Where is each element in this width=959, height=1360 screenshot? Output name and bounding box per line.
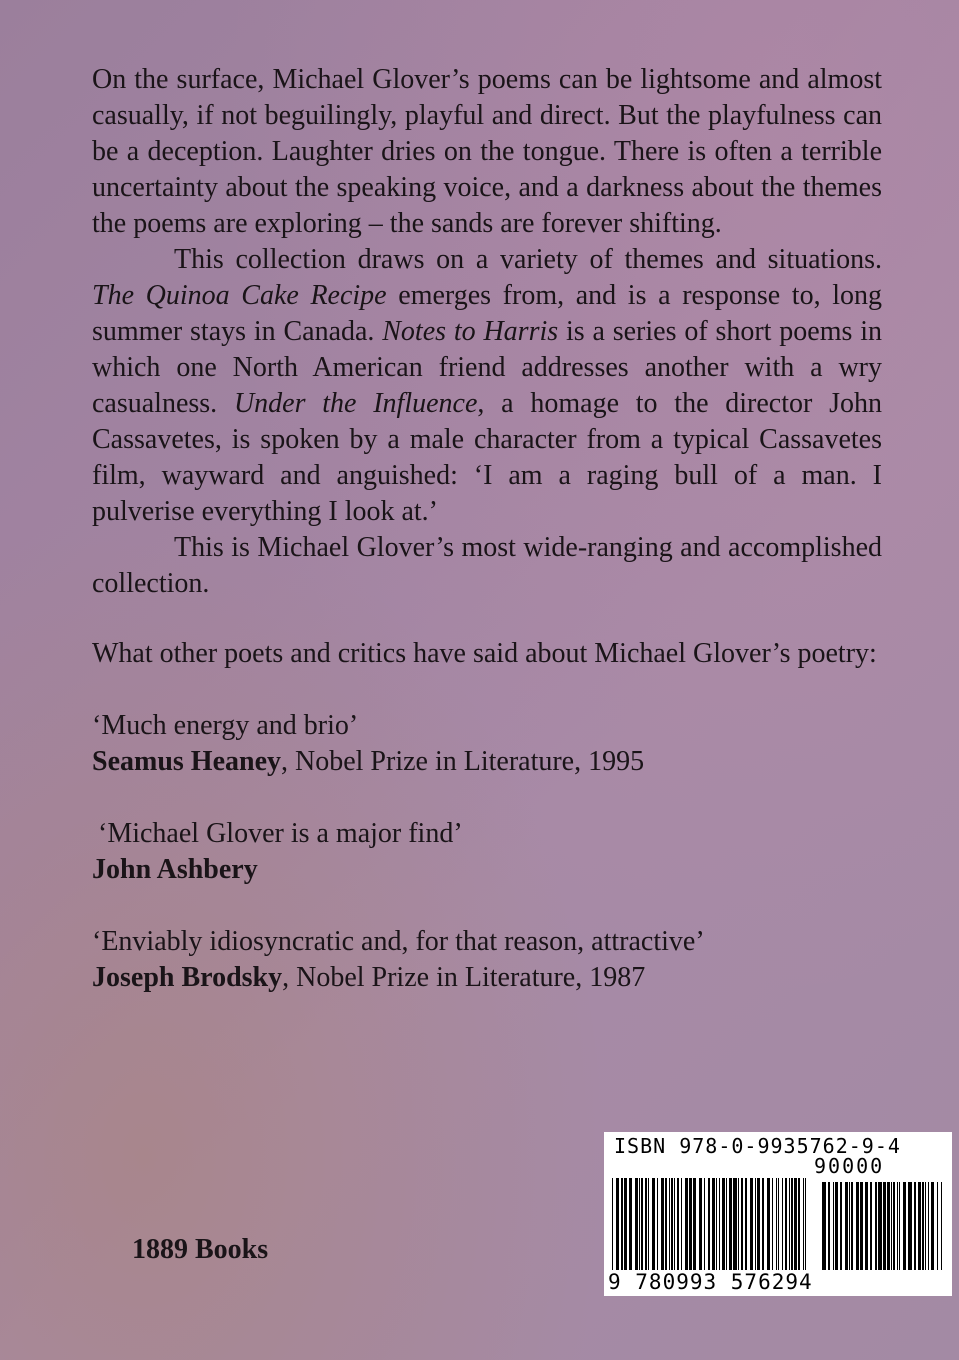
barcode-bar bbox=[657, 1178, 658, 1270]
barcode-bar bbox=[899, 1182, 900, 1270]
barcode-bar bbox=[922, 1182, 924, 1270]
barcode-bar bbox=[891, 1182, 892, 1270]
barcode-bars bbox=[612, 1158, 946, 1276]
barcode-bar bbox=[745, 1178, 747, 1270]
barcode-bar bbox=[856, 1182, 859, 1270]
quote-attribution bbox=[92, 744, 882, 780]
back-cover-text bbox=[92, 62, 882, 996]
barcode-bar bbox=[716, 1178, 717, 1270]
barcode-bar bbox=[798, 1178, 800, 1270]
quote-credit: , Nobel Prize in Literature, 1987 bbox=[282, 962, 646, 993]
barcode-bar bbox=[785, 1178, 787, 1270]
barcode-bar bbox=[624, 1178, 627, 1270]
barcode-bar bbox=[681, 1178, 682, 1270]
barcode-bar bbox=[887, 1182, 890, 1270]
quote-heaney bbox=[92, 708, 882, 780]
barcode-bar bbox=[738, 1178, 739, 1270]
barcode-bar bbox=[616, 1178, 619, 1270]
barcode-bar bbox=[794, 1178, 797, 1270]
barcode-bar bbox=[693, 1178, 696, 1270]
barcode-bar bbox=[685, 1178, 688, 1270]
barcode-bar bbox=[840, 1182, 842, 1270]
barcode-bar bbox=[851, 1182, 853, 1270]
barcode-bar bbox=[641, 1178, 643, 1270]
book-title-notes: Notes to Harris bbox=[382, 316, 559, 347]
barcode-bar bbox=[712, 1178, 715, 1270]
barcode-bar bbox=[860, 1182, 863, 1270]
quote-author: Joseph Brodsky bbox=[92, 962, 283, 993]
price-addon-digits: 90000 bbox=[814, 1154, 885, 1178]
barcode-bar bbox=[750, 1178, 753, 1270]
barcode-bar bbox=[722, 1178, 725, 1270]
barcode-bar bbox=[878, 1182, 882, 1270]
barcode-bar bbox=[928, 1182, 929, 1270]
barcode-bar bbox=[621, 1178, 623, 1270]
barcode-bar bbox=[875, 1182, 877, 1270]
quote-ashbery bbox=[92, 816, 882, 888]
blurb-text: emerges from, and is a response to, long summer stays in Canada. bbox=[92, 280, 882, 347]
blurb-text: is a series of short poems in which one North American friend addresses another with a wry casualness. bbox=[92, 316, 882, 419]
barcode-bar bbox=[925, 1182, 926, 1270]
book-title-influence: Under the Influence bbox=[233, 388, 478, 419]
barcode-bar bbox=[755, 1178, 756, 1270]
blurb-paragraph-1: On the surface, Michael Glover’s poems can be lightsome and almost casually, if not beguilingly, playful and direct. But the playfulness can be a deception. Laughter dries on the tongue. There is often a terrible uncertainty about the speaking voice, and a darkness about the themes the poems are exploring – the sands are forever shifting. bbox=[92, 64, 882, 239]
barcode-bar bbox=[665, 1178, 667, 1270]
barcode-bar bbox=[767, 1178, 770, 1270]
blurb-paragraph-3: This is Michael Glover’s most wide-ranging and accomplished collection. bbox=[92, 532, 882, 599]
barcode-bar bbox=[669, 1178, 670, 1270]
barcode-bar bbox=[741, 1178, 743, 1270]
barcode-bar bbox=[699, 1178, 702, 1270]
barcode-bar bbox=[849, 1182, 850, 1270]
quote-credit: , Nobel Prize in Literature, 1995 bbox=[281, 746, 645, 777]
barcode-bar bbox=[931, 1182, 934, 1270]
barcode-bar bbox=[671, 1178, 673, 1270]
barcode-bar bbox=[652, 1178, 655, 1270]
barcode-bar bbox=[704, 1178, 705, 1270]
blurb-paragraph-2 bbox=[92, 242, 882, 530]
barcode-bar bbox=[908, 1182, 912, 1270]
quote-text: ‘Much energy and brio’ bbox=[92, 710, 359, 741]
barcode-bar bbox=[757, 1178, 760, 1270]
barcode-bar bbox=[805, 1178, 806, 1270]
barcode-bar bbox=[729, 1178, 732, 1270]
barcode-bar bbox=[726, 1178, 727, 1270]
barcode-bar bbox=[629, 1178, 632, 1270]
barcode-bar bbox=[639, 1178, 640, 1270]
barcode-bar bbox=[835, 1182, 838, 1270]
barcode-bar bbox=[941, 1182, 942, 1270]
quote-attribution bbox=[92, 960, 882, 996]
barcode-bar bbox=[903, 1182, 906, 1270]
quote-author: Seamus Heaney bbox=[92, 746, 281, 777]
isbn-label: ISBN 978-0-9935762-9-4 bbox=[614, 1134, 901, 1158]
barcode-bar bbox=[772, 1178, 773, 1270]
barcode-bar bbox=[883, 1182, 886, 1270]
barcode-bar bbox=[822, 1182, 826, 1270]
barcode-bar bbox=[782, 1178, 783, 1270]
book-title-quinoa: The Quinoa Cake Recipe bbox=[92, 280, 387, 311]
blurb-text: , a homage to the director John Cassavetes, is spoken by a male character from a typical Cassavetes film, wayward and anguished: ‘I am a raging bull of a man. I pulverise everything I look at.’ bbox=[92, 388, 882, 527]
barcode-bar bbox=[762, 1178, 764, 1270]
barcode-bar bbox=[689, 1178, 692, 1270]
quote-brodsky bbox=[92, 924, 882, 996]
quote-text: ‘Enviably idiosyncratic and, for that reason, attractive’ bbox=[92, 926, 705, 957]
quote-text: ‘Michael Glover is a major find’ bbox=[98, 818, 463, 849]
barcode-bar bbox=[708, 1178, 710, 1270]
barcode-bar bbox=[865, 1182, 868, 1270]
barcode-bar bbox=[778, 1178, 779, 1270]
barcode-bar bbox=[719, 1178, 720, 1270]
barcode-bar bbox=[612, 1178, 613, 1270]
barcode-bar bbox=[828, 1182, 830, 1270]
barcode-bar bbox=[893, 1182, 895, 1270]
barcode-bar bbox=[897, 1182, 898, 1270]
barcode-bar bbox=[833, 1182, 834, 1270]
barcode-bar bbox=[776, 1178, 777, 1270]
barcode-bar bbox=[677, 1178, 679, 1270]
barcode-bar bbox=[918, 1182, 921, 1270]
barcode-digits: 9 780993 576294 bbox=[608, 1270, 813, 1294]
barcode-bar bbox=[789, 1178, 790, 1270]
barcode-bar bbox=[937, 1182, 938, 1270]
barcode-bar bbox=[661, 1178, 664, 1270]
barcode-bar bbox=[803, 1178, 804, 1270]
publisher-name: 1889 Books bbox=[132, 1234, 269, 1265]
barcode-bar bbox=[733, 1178, 737, 1270]
barcode-bar bbox=[645, 1178, 647, 1270]
barcode-bar bbox=[791, 1178, 793, 1270]
barcode-bar bbox=[674, 1178, 675, 1270]
quote-author: John Ashbery bbox=[92, 854, 258, 885]
barcode-bar bbox=[648, 1178, 649, 1270]
barcode-bar bbox=[870, 1182, 872, 1270]
barcode-bar bbox=[635, 1178, 638, 1270]
barcode-bar bbox=[845, 1182, 848, 1270]
quotes-intro: What other poets and critics have said about Michael Glover’s poetry: bbox=[92, 638, 877, 669]
blurb-text: This collection draws on a variety of themes and situations. bbox=[174, 244, 882, 275]
quote-attribution bbox=[92, 852, 882, 888]
isbn-barcode bbox=[604, 1132, 952, 1296]
barcode-bar bbox=[914, 1182, 916, 1270]
